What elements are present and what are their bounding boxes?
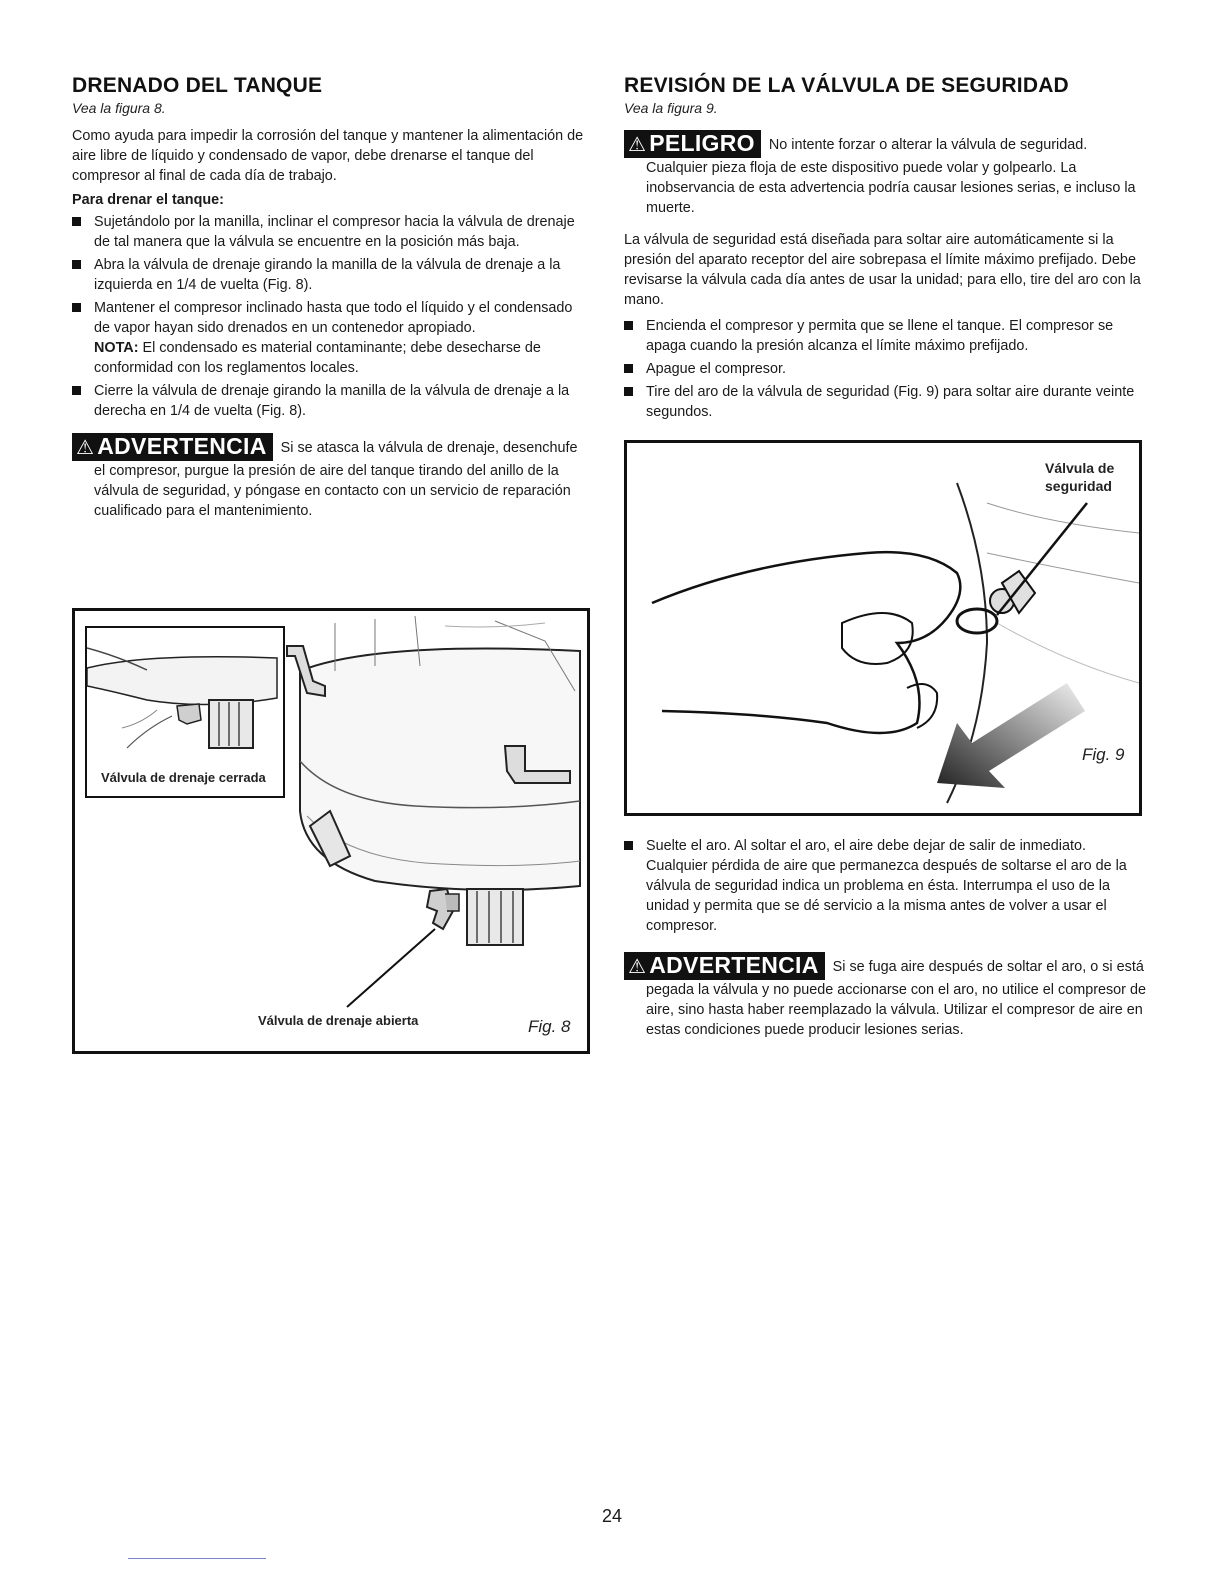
intro-paragraph: Como ayuda para impedir la corrosión del tanque y mantener la alimentación de aire libre de líquido y condensado de vapor, debe drenarse el tanque del compresor al final de cada día de trabajo. bbox=[72, 128, 584, 184]
figure-reference: Vea la figura 9. bbox=[624, 100, 718, 116]
release-step-list bbox=[624, 836, 1146, 936]
closed-valve-caption: Válvula de drenaje cerrada bbox=[101, 770, 266, 785]
figure-reference: Vea la figura 8. bbox=[72, 100, 166, 116]
warning-badge: ⚠ ADVERTENCIA bbox=[72, 433, 273, 461]
figure-9 bbox=[624, 440, 1142, 816]
page-number: 24 bbox=[601, 1506, 623, 1526]
bullet-square-icon bbox=[624, 387, 633, 396]
section-title-drain-tank: DRENADO DEL TANQUE bbox=[72, 74, 323, 97]
warning-triangle-icon: ⚠ bbox=[628, 134, 647, 156]
bullet-square-icon bbox=[624, 841, 633, 850]
danger-badge: ⚠ PELIGRO bbox=[624, 130, 761, 158]
list-item: Apague el compresor. bbox=[624, 359, 1146, 379]
open-valve-caption: Válvula de drenaje abierta bbox=[258, 1013, 419, 1028]
subheading: Para drenar el tanque: bbox=[72, 192, 224, 208]
warning-block: ⚠ ADVERTENCIA Si se fuga aire después de soltar el aro, o si está pegada la válvula y no puede accionarse con el aro, no utilice el compresor de aire, sino hasta haber reemplazado la válvula. Utilizar el compresor de aire en estas condiciones puede producir lesiones serias. bbox=[624, 952, 1146, 1040]
list-item: Encienda el compresor y permita que se llene el tanque. El compresor se apaga cuando la presión alcanza el límite máximo prefijado. bbox=[624, 316, 1146, 356]
list-item: Abra la válvula de drenaje girando la manilla de la válvula de drenaje a la izquierda en 1/4 de vuelta (Fig. 8). bbox=[72, 255, 592, 295]
right-column-lower bbox=[624, 836, 1146, 1040]
list-item: Tire del aro de la válvula de seguridad (Fig. 9) para soltar aire durante veinte segundos. bbox=[624, 382, 1146, 422]
figure-8 bbox=[72, 608, 590, 1054]
list-item: Sujetándolo por la manilla, inclinar el compresor hacia la válvula de drenaje de tal manera que la válvula se encuentre en la posición más baja. bbox=[72, 212, 592, 252]
bullet-square-icon bbox=[72, 303, 81, 312]
warning-block: ⚠ ADVERTENCIA Si se atasca la válvula de drenaje, desenchufe el compresor, purgue la presión de aire del tanque tirando del anillo de la válvula de seguridad, y póngase en contacto con un servicio de reparación cualificado para el mantenimiento. bbox=[72, 433, 592, 521]
figure-9-label: Fig. 9 bbox=[1082, 745, 1125, 764]
warning-triangle-icon: ⚠ bbox=[628, 956, 647, 978]
safety-valve-illustration bbox=[627, 443, 1139, 813]
left-column bbox=[72, 74, 592, 521]
danger-block: ⚠ PELIGRO No intente forzar o alterar la válvula de seguridad. Cualquier pieza floja de este dispositivo puede volar y golpearlo. La inobservancia de esta advertencia podría causar lesiones serias, e incluso la muerte. bbox=[624, 130, 1146, 218]
check-steps-list bbox=[624, 316, 1146, 422]
intro-paragraph: La válvula de seguridad está diseñada para soltar aire automáticamente si la presión del aparato receptor del aire sobrepasa el límite máximo prefijado. Debe revisarse la válvula cada día antes de usar la unidad; para ello, tire del aro con la mano. bbox=[624, 232, 1141, 308]
bullet-square-icon bbox=[72, 217, 81, 226]
safety-valve-callout: Válvula de seguridad bbox=[1045, 460, 1115, 494]
section-title-safety-valve: REVISIÓN DE LA VÁLVULA DE SEGURIDAD bbox=[624, 74, 1069, 97]
bullet-square-icon bbox=[624, 321, 633, 330]
footer-line bbox=[128, 1558, 266, 1559]
list-item: Mantener el compresor inclinado hasta que todo el líquido y el condensado de vapor hayan sido drenados en un contenedor apropiado. NOTA: El condensado es material contaminante; debe desecharse de conformidad con los reglamentos locales. bbox=[72, 298, 592, 378]
warning-triangle-icon: ⚠ bbox=[76, 437, 95, 459]
list-item: Cierre la válvula de drenaje girando la manilla de la válvula de drenaje a la derecha en 1/4 de vuelta (Fig. 8). bbox=[72, 381, 592, 421]
note: NOTA: El condensado es material contaminante; debe desecharse de conformidad con los reglamentos locales. bbox=[94, 340, 541, 376]
bullet-square-icon bbox=[72, 260, 81, 269]
bullet-square-icon bbox=[624, 364, 633, 373]
warning-badge: ⚠ ADVERTENCIA bbox=[624, 952, 825, 980]
figure-8-label: Fig. 8 bbox=[528, 1017, 571, 1036]
bullet-square-icon bbox=[72, 386, 81, 395]
inset-closed-valve bbox=[85, 626, 285, 798]
list-item: Suelte el aro. Al soltar el aro, el aire debe dejar de salir de inmediato. Cualquier pérdida de aire que permanezca después de soltarse el aro de la válvula de seguridad indica un problema en ésta. Interrumpa el uso de la unidad y permita que se dé servicio a la misma antes de volver a usar el compresor. bbox=[624, 836, 1146, 936]
drain-steps-list bbox=[72, 212, 592, 421]
right-column bbox=[624, 74, 1146, 425]
